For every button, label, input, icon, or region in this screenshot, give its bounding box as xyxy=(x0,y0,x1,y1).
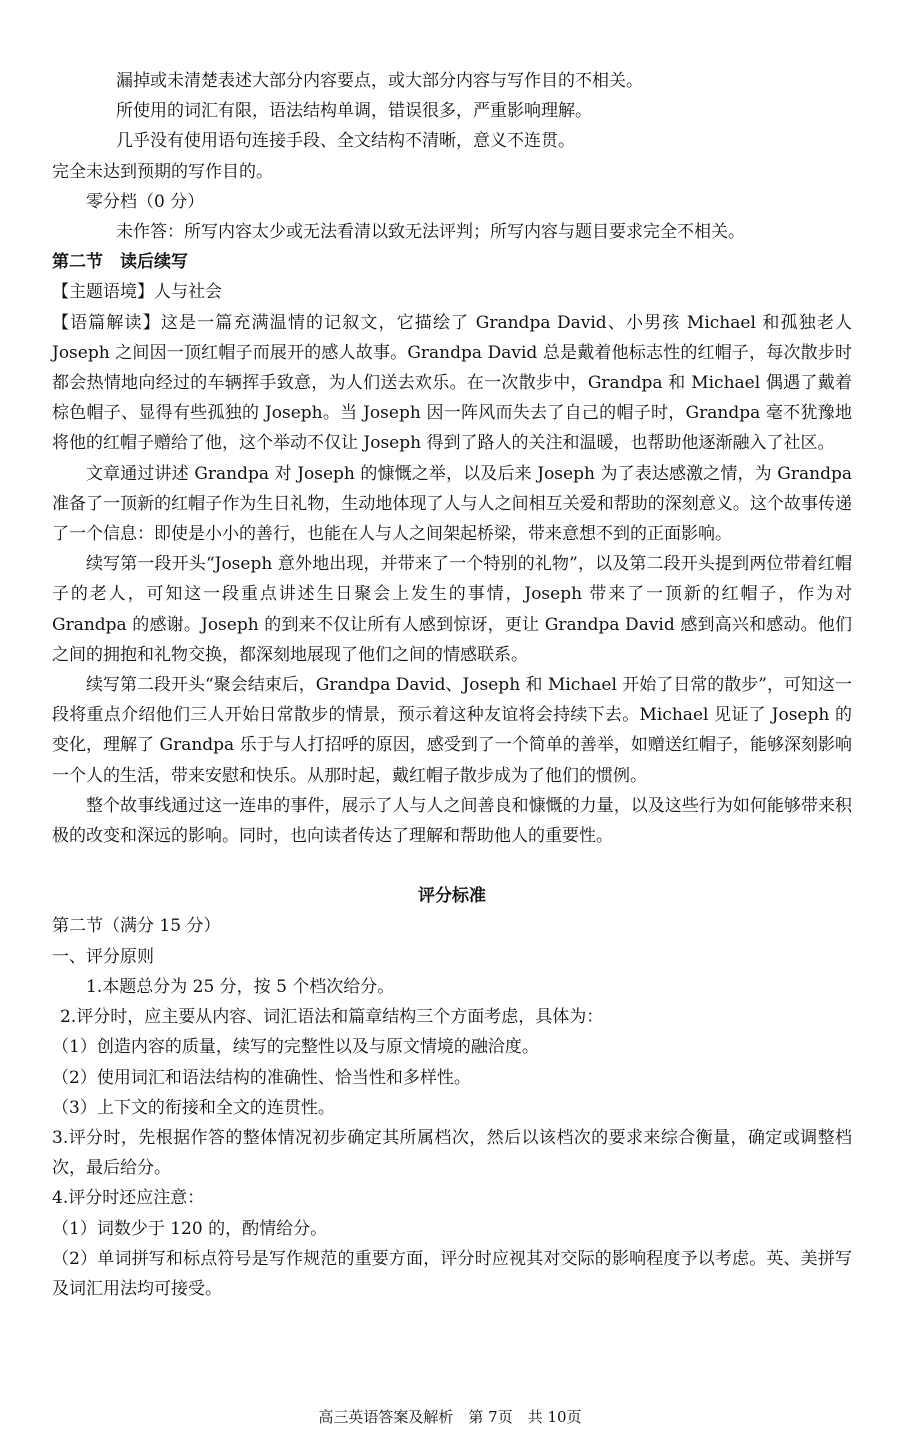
rule-2b: （2）使用词汇和语法结构的准确性、恰当性和多样性。 xyxy=(52,1067,471,1088)
rule-4b: （2）单词拼写和标点符号是写作规范的重要方面，评分时应视其对交际的影响程度予以考虑。英、美拼写及词汇用法均可接受。 xyxy=(52,1248,852,1299)
text-analysis: 【语篇解读】这是一篇充满温情的记叙文，它描绘了 Grandpa David、小男孩 Michael 和孤独老人 Joseph 之间因一顶红帽子而展开的感人故事。Grandpa David 总是戴着他标志性的红帽子，每次散步时都会热情地向经过的车辆挥手致意，为人们送去欢乐。在一次散步中，Grandpa 和 Michael 偶遇了戴着棕色帽子、显得有些孤独的 Joseph。当 Joseph 因一阵风而失去了自己的帽子时，Grandpa 毫不犹豫地将他的红帽子赠给了他，这个举动不仅让 Joseph 得到了路人的关注和温暖，也帮助他逐渐融入了社区。 xyxy=(52,312,852,454)
rule-2a: （1）创造内容的质量，续写的完整性以及与原文情境的融洽度。 xyxy=(52,1037,539,1058)
rule-1: 1.本题总分为 25 分，按 5 个档次给分。 xyxy=(86,976,395,997)
analysis-paragraph-2: 文章通过讲述 Grandpa 对 Joseph 的慷慨之举，以及后来 Joseph 为了表达感激之情，为 Grandpa 准备了一顶新的红帽子作为生日礼物，生动地体现了人与人之间相互关爱和帮助的深刻意义。这个故事传递了一个信息：即使是小小的善行，也能在人与人之间架起桥梁，带来意想不到的正面影响。 xyxy=(52,463,852,545)
document-page xyxy=(52,66,852,1304)
analysis-paragraph-5: 整个故事线通过这一连串的事件，展示了人与人之间善良和慷慨的力量，以及这些行为如何能够带来积极的改变和深远的影响。同时，也向读者传达了理解和帮助他人的重要性。 xyxy=(52,795,852,847)
analysis-paragraph-4: 续写第二段开头“聚会结束后，Grandpa David、Joseph 和 Michael 开始了日常的散步”，可知这一段将重点介绍他们三人开始日常散步的情景，预示着这种友谊将会持续下去。Michael 见证了 Joseph 的变化，理解了 Grandpa 乐于与人打招呼的原因，感受到了一个简单的善举，如赠送红帽子，能够深刻影响一个人的生活，带来安慰和快乐。从那时起，戴红帽子散步成为了他们的惯例。 xyxy=(52,675,852,786)
zero-score-title: 零分档（0 分） xyxy=(86,191,205,212)
section-heading: 第二节 读后续写 xyxy=(52,252,188,273)
scoring-section: 第二节（满分 15 分） xyxy=(52,916,221,937)
rule-2c: （3）上下文的衔接和全文的连贯性。 xyxy=(52,1097,335,1118)
page-footer: 高三英语答案及解析 第 7页 共 10页 xyxy=(318,1408,582,1426)
criteria-line-3 xyxy=(52,126,852,186)
rule-3: 3.评分时，先根据作答的整体情况初步确定其所属档次，然后以该档次的要求来综合衡量，确定或调整档次，最后给分。 xyxy=(52,1127,852,1179)
criteria-line-2: 所使用的词汇有限，语法结构单调，错误很多，严重影响理解。 xyxy=(116,101,592,122)
rule-4: 4.评分时还应注意： xyxy=(52,1188,205,1209)
theme-context: 【主题语境】人与社会 xyxy=(52,282,222,303)
rule-2: 2.评分时，应主要从内容、词汇语法和篇章结构三个方面考虑，具体为： xyxy=(60,1007,604,1028)
section-spacer xyxy=(52,851,852,881)
scoring-principle: 一、评分原则 xyxy=(52,946,154,967)
scoring-title: 评分标准 xyxy=(418,886,486,907)
zero-score-text: 未作答：所写内容太少或无法看清以致无法评判；所写内容与题目要求完全不相关。 xyxy=(116,222,745,243)
analysis-paragraph-3: 续写第一段开头“Joseph 意外地出现，并带来了一个特别的礼物”，以及第二段开头提到两位带着红帽子的老人，可知这一段重点讲述生日聚会上发生的事情，Joseph 带来了一顶新的红帽子，作为对 Grandpa 的感谢。Joseph 的到来不仅让所有人感到惊讶，更让 Grandpa David 感到高兴和感动。他们之间的拥抱和礼物交换，都深刻地展现了他们之间的情感联系。 xyxy=(52,554,852,665)
rule-4a: （1）词数少于 120 的，酌情给分。 xyxy=(52,1218,328,1239)
criteria-line-1: 漏掉或未清楚表述大部分内容要点，或大部分内容与写作目的不相关。 xyxy=(116,71,643,91)
criteria-line-3a: 几乎没有使用语句连接手段、全文结构不清晰，意义不连贯。 xyxy=(116,131,575,152)
criteria-line-3b: 完全未达到预期的写作目的。 xyxy=(52,161,273,182)
